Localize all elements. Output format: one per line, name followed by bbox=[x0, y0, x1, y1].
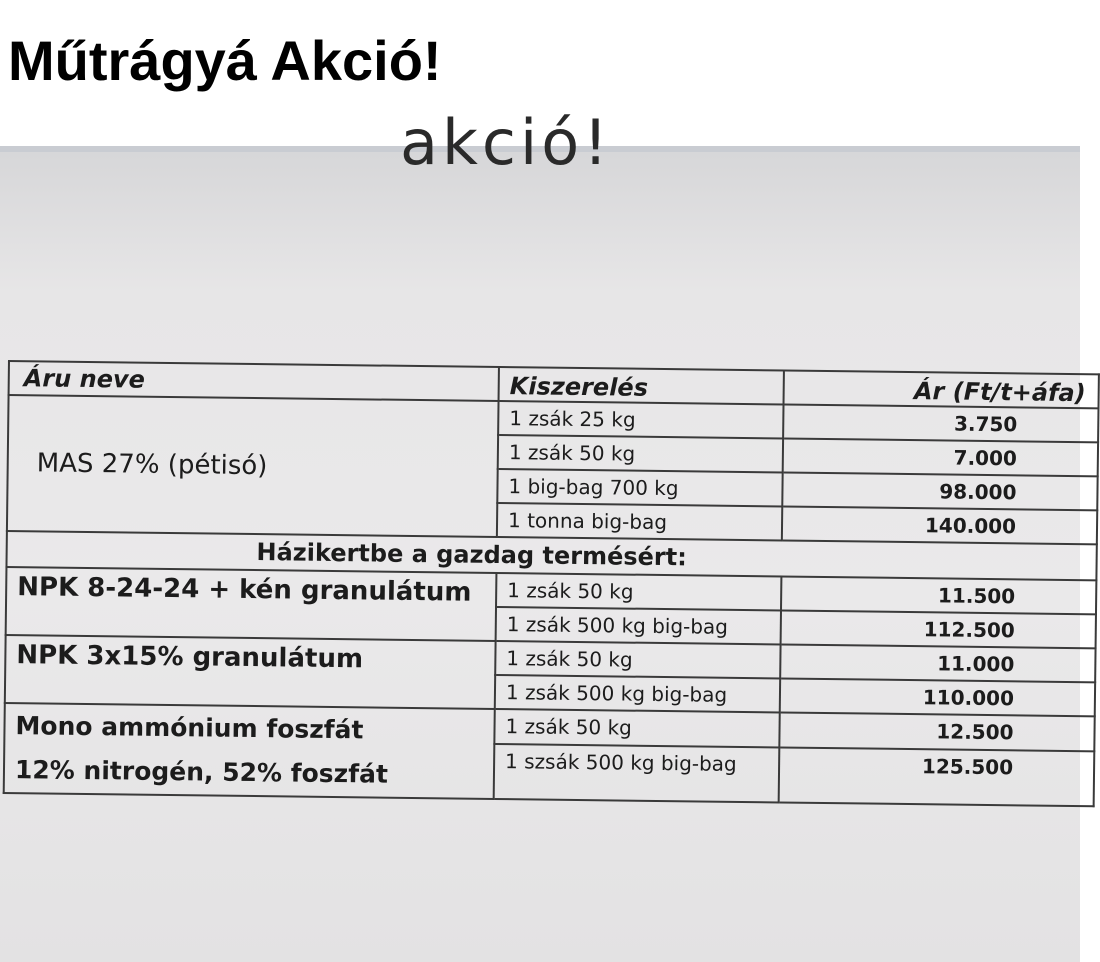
price-cell: 11.000 bbox=[780, 644, 1095, 682]
packaging-cell: 1 zsák 50 kg bbox=[494, 709, 779, 747]
packaging-cell: 1 zsák 50 kg bbox=[498, 435, 783, 472]
packaging-cell: 1 zsák 50 kg bbox=[495, 641, 780, 678]
price-cell: 7.000 bbox=[783, 438, 1098, 476]
post-title: Műtrágyá Akció! bbox=[8, 29, 442, 92]
packaging-cell: 1 tonna big-bag bbox=[497, 503, 782, 540]
header-price: Ár (Ft/t+áfa) bbox=[784, 370, 1099, 408]
packaging-cell: 1 zsák 50 kg bbox=[496, 573, 781, 610]
price-cell: 11.500 bbox=[781, 576, 1096, 614]
packaging-cell: 1 zsák 25 kg bbox=[498, 401, 783, 438]
price-cell: 12.500 bbox=[779, 712, 1094, 751]
header-product: Áru neve bbox=[9, 361, 499, 401]
price-cell: 98.000 bbox=[782, 472, 1097, 510]
product-name-line: Mono ammónium foszfát bbox=[15, 711, 364, 745]
price-cell: 110.000 bbox=[780, 678, 1095, 716]
price-table bbox=[3, 360, 1100, 807]
packaging-cell: 1 big-bag 700 kg bbox=[497, 469, 782, 506]
packaging-cell: 1 zsák 500 kg big-bag bbox=[496, 607, 781, 644]
price-list-sheet bbox=[2, 360, 1098, 853]
cut-off-heading: akció! bbox=[400, 106, 612, 179]
product-name bbox=[4, 703, 495, 799]
price-cell: 140.000 bbox=[782, 506, 1097, 544]
packaging-cell: 1 zsák 500 kg big-bag bbox=[495, 675, 780, 712]
price-cell: 3.750 bbox=[783, 404, 1098, 442]
product-name-line: 12% nitrogén, 52% foszfát bbox=[14, 755, 389, 789]
product-name: NPK 3x15% granulátum bbox=[5, 635, 496, 709]
price-cell: 125.500 bbox=[779, 747, 1095, 806]
packaging-cell: 1 szsák 500 kg big-bag bbox=[494, 744, 780, 803]
product-name: NPK 8-24-24 + kén granulátum bbox=[6, 567, 497, 641]
product-name: MAS 27% (pétisó) bbox=[7, 395, 499, 537]
header-packaging: Kiszerelés bbox=[499, 367, 784, 404]
section-title: Házikertbe a gazdag termésért: bbox=[6, 531, 1096, 580]
post-photo[interactable] bbox=[0, 106, 1086, 962]
price-cell: 112.500 bbox=[781, 610, 1096, 648]
